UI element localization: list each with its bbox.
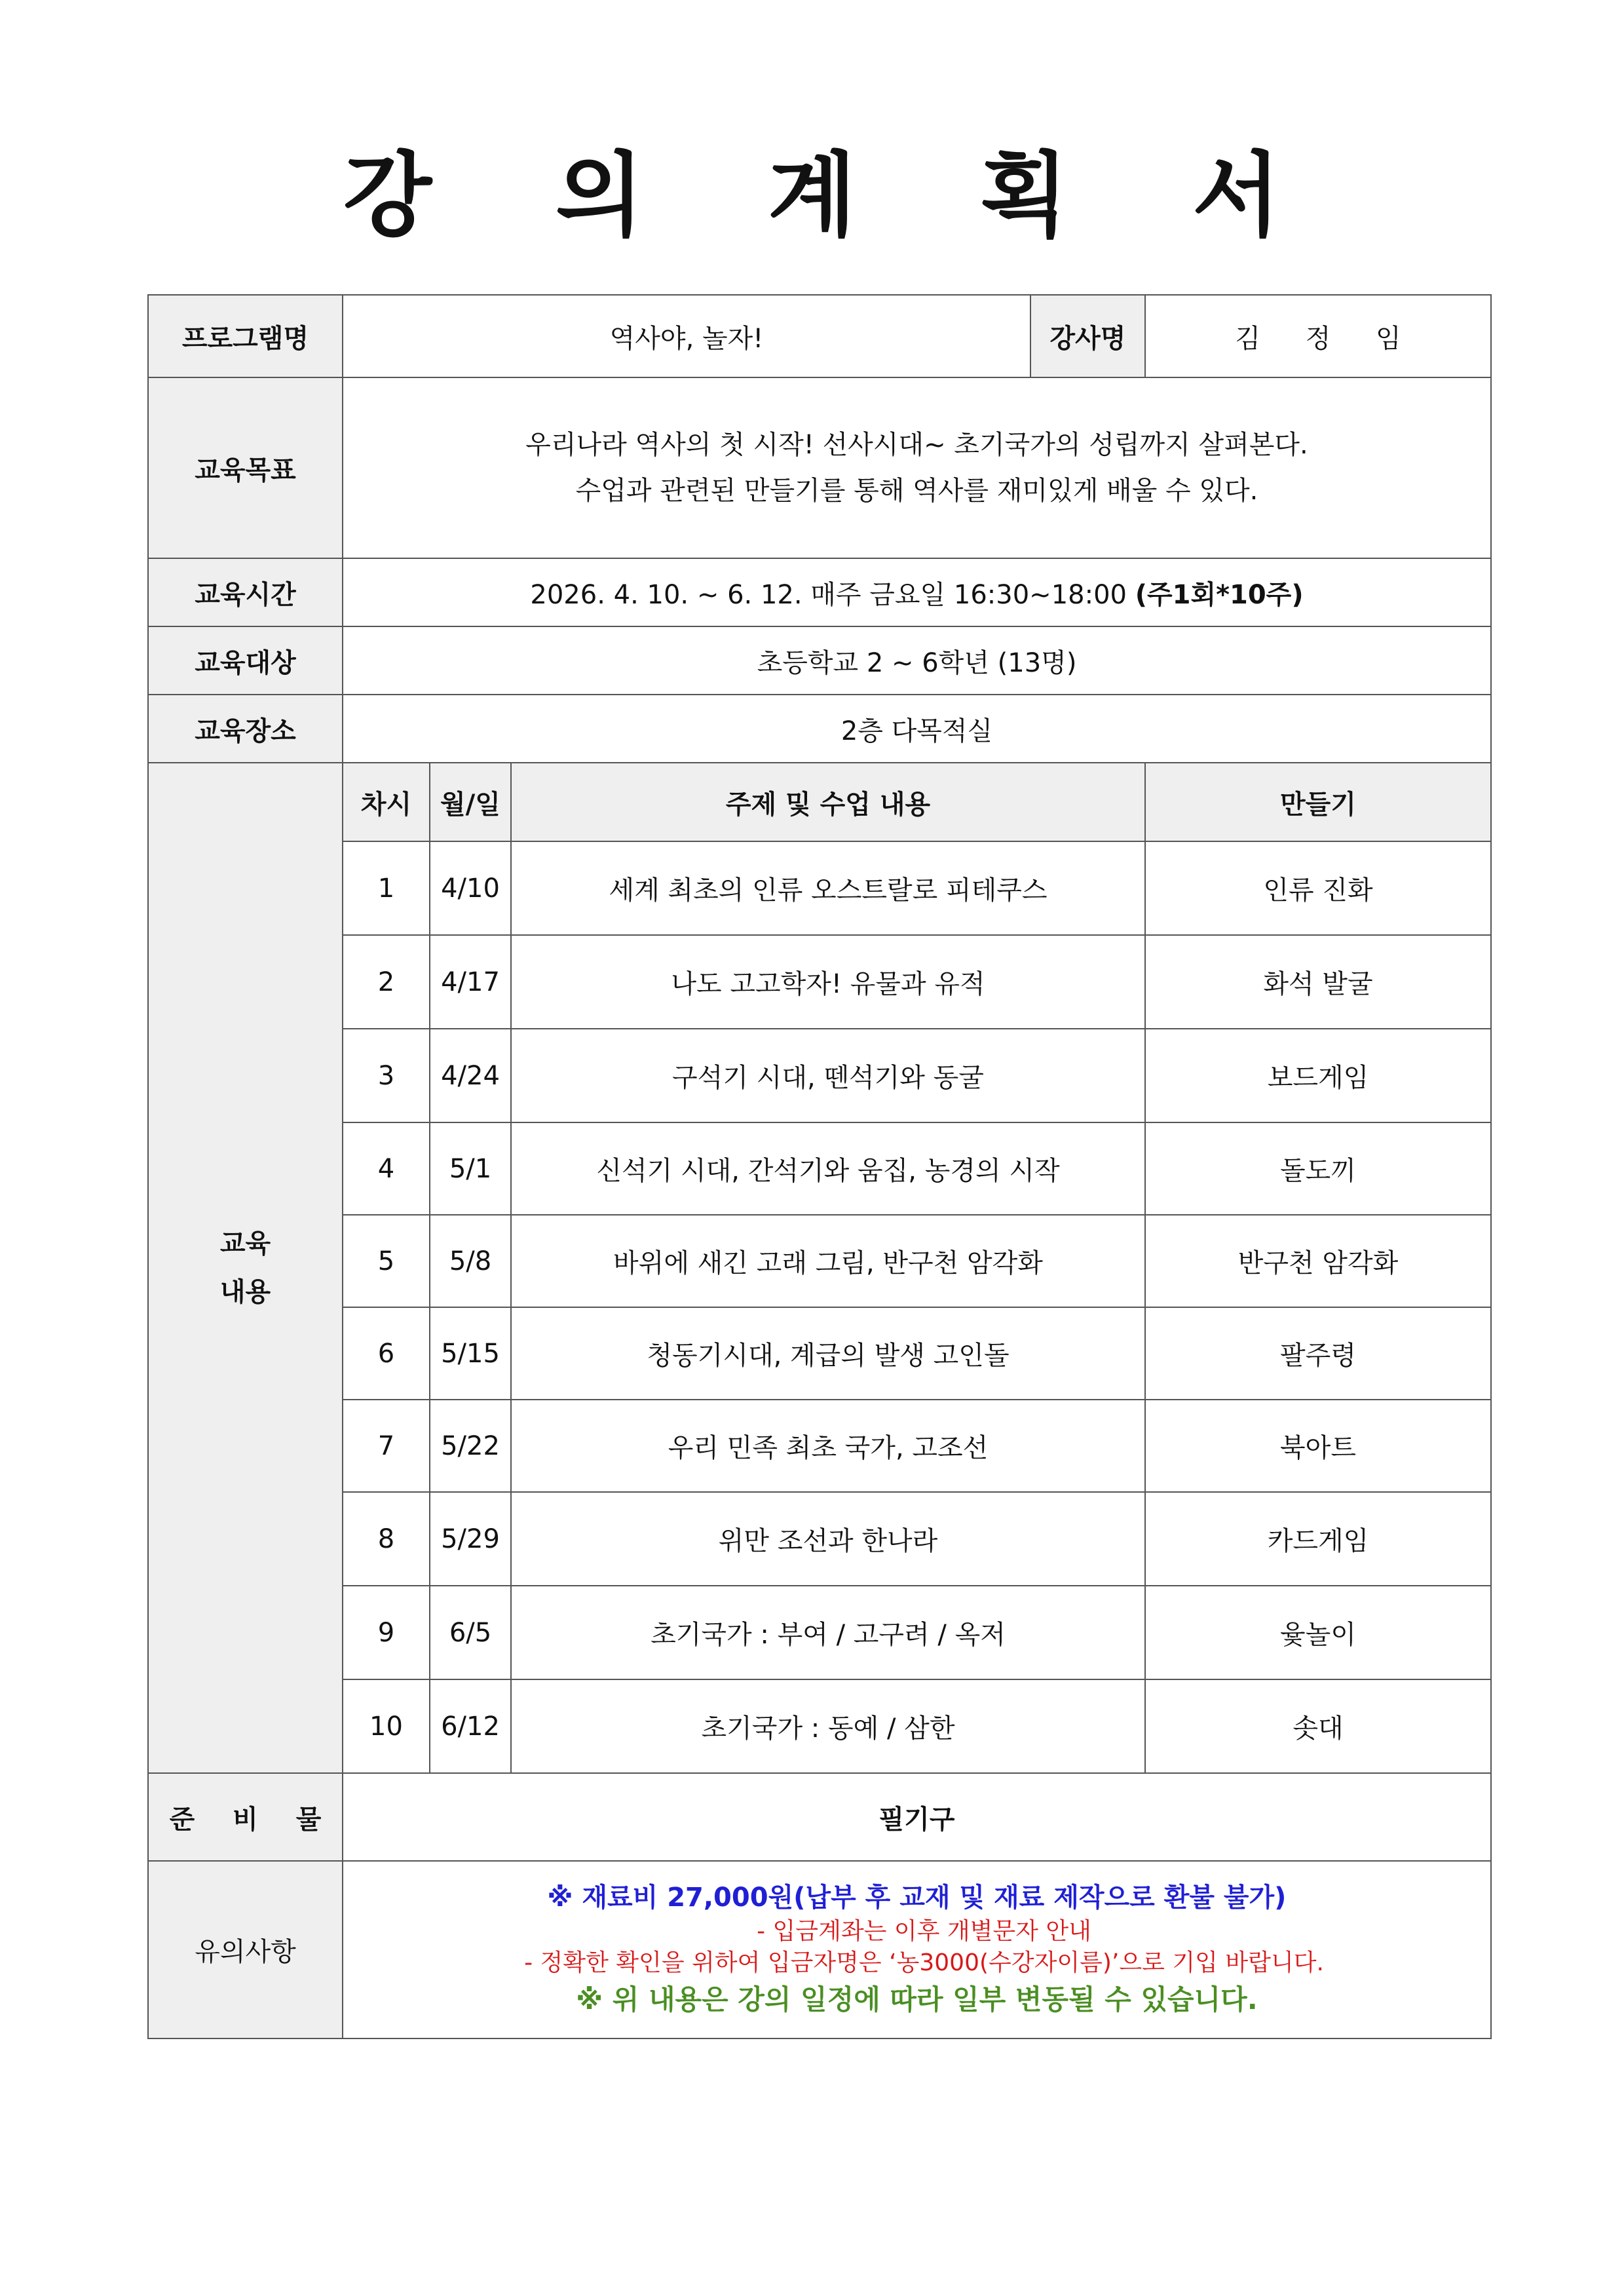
table-row [148, 1586, 1491, 1679]
table-row [148, 1679, 1491, 1773]
session-topic: 초기국가 : 부여 / 고구려 / 옥저 [511, 1586, 1145, 1679]
session-date: 4/17 [430, 935, 511, 1029]
session-topic: 나도 고고학자! 유물과 유적 [511, 935, 1145, 1029]
session-topic: 세계 최초의 인류 오스트랄로 피테쿠스 [511, 841, 1145, 935]
notes-content [343, 1861, 1491, 2038]
time-row [148, 558, 1491, 626]
session-number: 10 [343, 1679, 430, 1773]
notes-label: 유의사항 [148, 1861, 343, 2038]
notes-row [148, 1861, 1491, 2038]
goal-line-2: 수업과 관련된 만들기를 통해 역사를 재미있게 배울 수 있다. [575, 476, 1258, 506]
table-row [148, 1215, 1491, 1307]
session-number: 8 [343, 1492, 430, 1586]
session-date: 6/5 [430, 1586, 511, 1679]
time-frequency: (주1회*10주) [1135, 579, 1304, 610]
session-craft: 카드게임 [1145, 1492, 1491, 1586]
session-date: 4/24 [430, 1029, 511, 1122]
time-schedule: 2026. 4. 10. ~ 6. 12. 매주 금요일 16:30~18:00 [530, 579, 1127, 610]
time-label: 교육시간 [148, 558, 343, 626]
header-craft: 만들기 [1145, 763, 1491, 841]
session-number: 5 [343, 1215, 430, 1307]
session-date: 5/22 [430, 1400, 511, 1492]
session-number: 2 [343, 935, 430, 1029]
place-row [148, 695, 1491, 763]
notes-depositor: - 정확한 확인을 위하여 입금자명은 ‘농3000(수강자이름)’으로 기입 바랍니다. [524, 1949, 1324, 1976]
target-row [148, 626, 1491, 695]
content-header-row [148, 763, 1491, 841]
program-name: 역사야, 놀자! [343, 295, 1030, 377]
session-date: 4/10 [430, 841, 511, 935]
session-topic: 바위에 새긴 고래 그림, 반구천 암각화 [511, 1215, 1145, 1307]
session-date: 5/1 [430, 1122, 511, 1215]
session-number: 3 [343, 1029, 430, 1122]
session-craft: 돌도끼 [1145, 1122, 1491, 1215]
header-session: 차시 [343, 763, 430, 841]
session-topic: 위만 조선과 한나라 [511, 1492, 1145, 1586]
supplies-row [148, 1773, 1491, 1861]
target-value: 초등학교 2 ~ 6학년 (13명) [343, 626, 1491, 695]
supplies-value: 필기구 [343, 1773, 1491, 1861]
session-number: 4 [343, 1122, 430, 1215]
supplies-label: 준 비 물 [148, 1773, 343, 1861]
time-value [343, 558, 1491, 626]
content-label-line-1: 교육 [219, 1229, 271, 1259]
session-craft: 반구천 암각화 [1145, 1215, 1491, 1307]
table-row [148, 935, 1491, 1029]
goal-text [343, 377, 1491, 558]
session-number: 7 [343, 1400, 430, 1492]
session-number: 1 [343, 841, 430, 935]
session-topic: 구석기 시대, 뗀석기와 동굴 [511, 1029, 1145, 1122]
session-date: 5/15 [430, 1307, 511, 1400]
table-row [148, 1307, 1491, 1400]
session-topic: 우리 민족 최초 국가, 고조선 [511, 1400, 1145, 1492]
header-topic: 주제 및 수업 내용 [511, 763, 1145, 841]
notes-schedule-change: ※ 위 내용은 강의 일정에 따라 일부 변동될 수 있습니다. [576, 1983, 1258, 2016]
table-row [148, 1029, 1491, 1122]
header-date: 월/일 [430, 763, 511, 841]
place-label: 교육장소 [148, 695, 343, 763]
session-topic: 신석기 시대, 간석기와 움집, 농경의 시작 [511, 1122, 1145, 1215]
table-row [148, 1122, 1491, 1215]
program-row [148, 295, 1491, 377]
session-craft: 북아트 [1145, 1400, 1491, 1492]
place-value: 2층 다목적실 [343, 695, 1491, 763]
session-craft: 솟대 [1145, 1679, 1491, 1773]
content-label [148, 763, 343, 1773]
session-craft: 팔주령 [1145, 1307, 1491, 1400]
lecture-plan-table [147, 294, 1492, 2039]
session-number: 6 [343, 1307, 430, 1400]
session-craft: 보드게임 [1145, 1029, 1491, 1122]
session-topic: 청동기시대, 계급의 발생 고인돌 [511, 1307, 1145, 1400]
notes-account: - 입금계좌는 이후 개별문자 안내 [757, 1917, 1091, 1945]
table-row [148, 841, 1491, 935]
session-craft: 윷놀이 [1145, 1586, 1491, 1679]
goal-line-1: 우리나라 역사의 첫 시작! 선사시대~ 초기국가의 성립까지 살펴본다. [525, 430, 1308, 460]
content-label-line-2: 내용 [219, 1277, 271, 1307]
lecturer-name: 김 정 임 [1145, 295, 1491, 377]
goal-row [148, 377, 1491, 558]
session-topic: 초기국가 : 동예 / 삼한 [511, 1679, 1145, 1773]
document-title: 강 의 계 획 서 [343, 143, 1327, 250]
lecturer-label: 강사명 [1030, 295, 1145, 377]
table-row [148, 1400, 1491, 1492]
session-craft: 인류 진화 [1145, 841, 1491, 935]
session-number: 9 [343, 1586, 430, 1679]
program-label: 프로그램명 [148, 295, 343, 377]
session-date: 5/8 [430, 1215, 511, 1307]
session-date: 6/12 [430, 1679, 511, 1773]
notes-fee: ※ 재료비 27,000원(납부 후 교재 및 재료 제작으로 환불 불가) [547, 1882, 1287, 1913]
table-row [148, 1492, 1491, 1586]
session-date: 5/29 [430, 1492, 511, 1586]
target-label: 교육대상 [148, 626, 343, 695]
session-craft: 화석 발굴 [1145, 935, 1491, 1029]
goal-label: 교육목표 [148, 377, 343, 558]
